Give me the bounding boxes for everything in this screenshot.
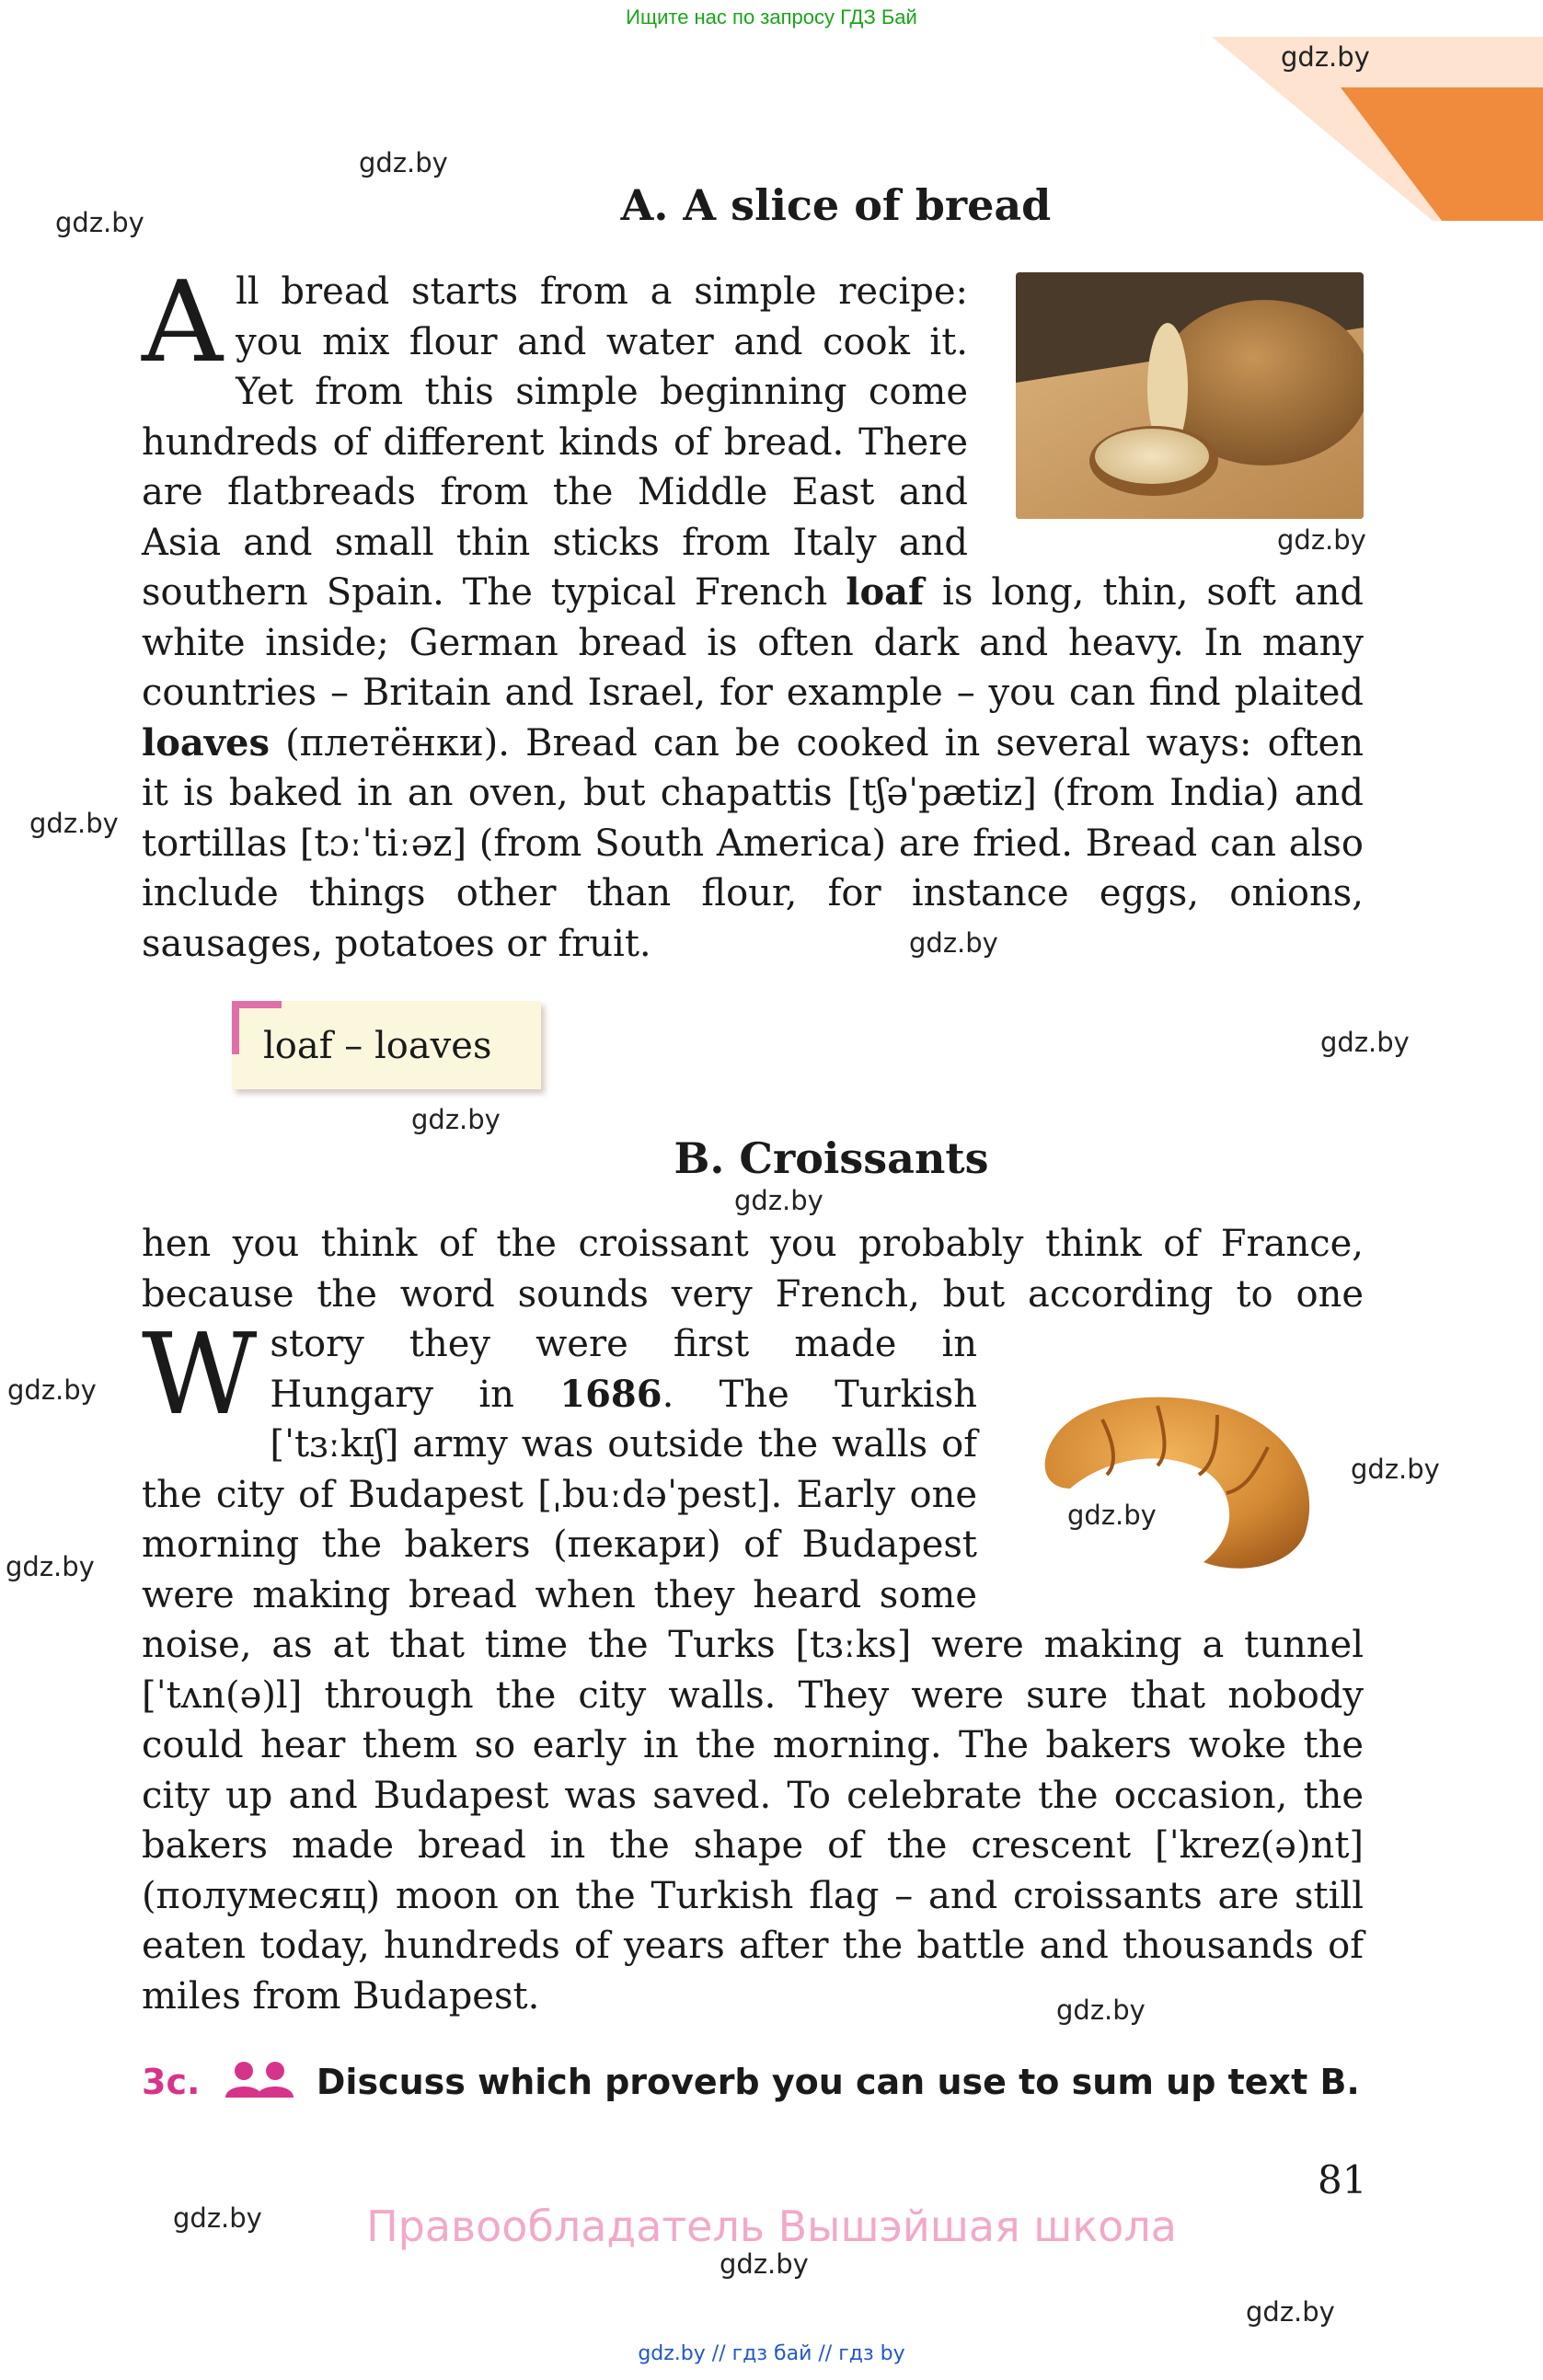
watermark: gdz.by xyxy=(909,927,998,959)
watermark: gdz.by xyxy=(359,147,448,178)
watermark: gdz.by xyxy=(173,2202,262,2234)
watermark: gdz.by xyxy=(6,1551,95,1582)
watermark: gdz.by xyxy=(1056,1995,1146,2026)
watermark: gdz.by xyxy=(411,1104,501,1135)
dropcap-a: A xyxy=(142,257,224,387)
watermark: gdz.by xyxy=(29,808,119,839)
watermark: gdz.by xyxy=(1281,41,1370,73)
section-b-body: hen you think of the croissant you probably think of France, because the word sounds very French, but according to one story they were first made in Hungary in 1686. The Turkish [ˈtɜːkɪʃ] army was outside the walls of the city of Budapest [ˌbuːdəˈpest]. Early one morning the bakers (пекари) of Budapest were making bread when they heard some noise, as at that time the Turks [tɜːks] were making a tunnel [ˈtʌn(ə)l] through the city walls. They were sure that nobody could hear them so early in the morning. The bakers woke the city up and Budapest was saved. To celebrate the occasion, the bakers made bread in the shape of the crescent [ˈkrez(ə)nt] (полумесяц) moon on the Turkish flag – and croissants are still eaten today, hundreds of years after the battle and thousands of miles from Budapest. xyxy=(142,1223,1364,2018)
watermark: gdz.by xyxy=(1320,1027,1410,1058)
page-number: 81 xyxy=(1318,2157,1367,2202)
watermark: gdz.by xyxy=(1351,1454,1440,1485)
watermark: gdz.by xyxy=(55,207,144,238)
footer-links[interactable]: gdz.by // гдз бай // гдз by xyxy=(638,2342,905,2365)
watermark: gdz.by xyxy=(1246,2296,1335,2328)
task-text: Discuss which proverb you can use to sum up text B. xyxy=(316,2062,1360,2102)
top-banner[interactable]: Ищите нас по запросу ГДЗ Бай xyxy=(626,6,917,29)
vocab-note xyxy=(232,1001,541,1089)
watermark: gdz.by xyxy=(1277,524,1366,556)
task-3c xyxy=(142,2061,1360,2102)
section-a-text xyxy=(142,257,1364,969)
section-b-text xyxy=(142,1219,1364,2021)
pair-work-icon xyxy=(224,2061,295,2098)
copyright-holder: Правообладатель Вышэйшая школа xyxy=(366,2202,1177,2251)
dropcap-w: W xyxy=(142,1309,258,1440)
watermark: gdz.by xyxy=(1067,1500,1157,1531)
section-b-title: B. Croissants xyxy=(674,1133,989,1183)
section-a-body: ll bread starts from a simple recipe: you mix flour and water and cook it. Yet from this simple beginning come hundreds of different kinds of bread. There are flatbreads from the Middle East and Asia and small thin sticks from Italy and southern Spain. The typical French loaf is long, thin, soft and white inside; German bread is often dark and heavy. In many countries – Britain and Israel, for example – you can find plaited loaves (плетёнки). Bread can be cooked in several ways: often it is baked in an oven, but chapattis [tʃəˈpætiz] (from India) and tortillas [tɔːˈtiːəz] (from South America) are fried. Bread can also include things other than flour, for instance eggs, onions, sausages, potatoes or fruit. xyxy=(142,270,1364,965)
watermark: gdz.by xyxy=(7,1374,97,1406)
vocab-note-text: loaf – loaves xyxy=(263,1025,492,1067)
watermark: gdz.by xyxy=(734,1185,823,1216)
watermark: gdz.by xyxy=(720,2248,809,2280)
task-number: 3c. xyxy=(142,2062,201,2102)
section-a-title: A. A slice of bread xyxy=(620,180,1052,230)
